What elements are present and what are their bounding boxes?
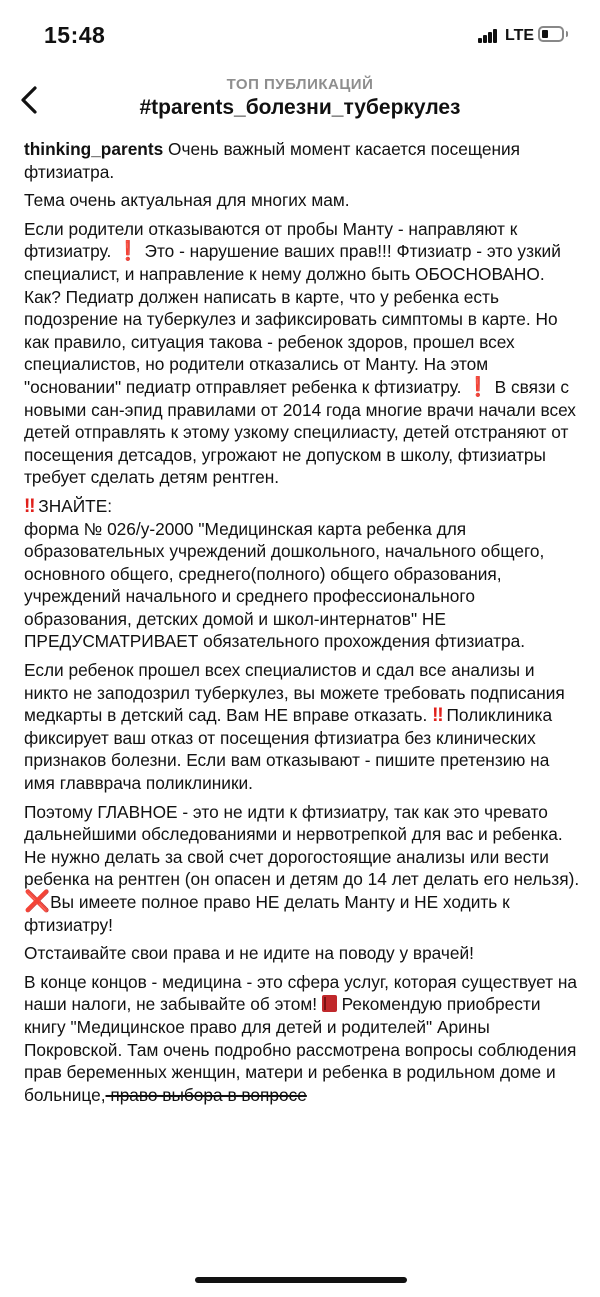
caption-paragraph: ‼ ЗНАЙТЕ: <box>24 495 113 517</box>
exclamation-icon: ❗ <box>116 241 140 263</box>
signal-icon <box>478 29 498 43</box>
status-bar <box>0 0 600 70</box>
caption-paragraph: Отстаивайте свои права и не идите на поводу у врачей! <box>24 943 474 964</box>
caption-paragraph: thinking_parents Очень важный момент касается посещения фтизиатра. <box>24 139 521 182</box>
caption-paragraph: форма № 026/у-2000 "Медицинская карта ребенка для образовательных учреждений дошкольного, начального общего, основного общего, среднего(полного) общего образования, учреждений начального и среднего профессионального образования, детских домой и школ-интернатов" НЕ ПРЕДУСМАТРИВАЕТ обязательного прохождения фтизиатра. <box>24 518 545 652</box>
double-exclamation-icon: ‼ <box>24 495 34 517</box>
caption-paragraph: В конце концов - медицина - это сфера услуг, которая существует на наши налоги, не забывайте об этом! Рекомендую приобрести книгу "Медицинское право для детей и родителей" Арины Покровской. Там очень подробно рассмотрена вопросы соблюдения прав беременных женщин, матери и ребенка в родильном доме и больнице, право выбора в вопросе <box>24 971 578 1105</box>
caption-paragraph: Если родители отказываются от пробы Манту - направляют к фтизиатру. ❗ Это - нарушение ваших прав!!! Фтизиатр - это узкий специалист, и направление к нему должно быть ОБОСНОВАНО. Как? Педиатр должен написать в карте, что у ребенка есть подозрение на туберкулез и зафиксировать симптомы в карте. Но как правило, ситуация такова - ребенок здоров, прошел всех специалистов, но родители отказались от Манту. На этом "основании" педиатр отправляет ребенка к фтизиатру. ❗ В связи с новыми сан-эпид правилами от 2014 года многие врачи начали всех детей отправлять к этому узкому специлиасту, детей отстраняют от посещения детсадов, угрожают не допуском в школу, фтизиатры требует сделать детям рентген. <box>24 218 576 488</box>
caption-paragraph: Поэтому ГЛАВНОЕ - это не идти к фтизиатру, так как это чревато дальнейшими обследованиями и нервотрепкой для вас и ребенка. Не нужно делать за свой счет дорогостоящие анализы или вести ребенка на рентген (он опасен и детям до 14 лет делать его нельзя). ❌Вы имеете полное право НЕ делать Манту и НЕ ходить к фтизиатру! <box>24 801 580 935</box>
status-time: 15:48 <box>44 22 106 48</box>
battery-icon <box>538 26 564 42</box>
header-title: #tparents_болезни_туберкулез <box>139 96 461 119</box>
header-subtitle: ТОП ПУБЛИКАЦИЙ <box>226 76 374 93</box>
double-exclamation-icon: ‼ <box>432 705 442 727</box>
caption-paragraph: Если ребенок прошел всех специалистов и сдал все анализы и никто не заподозрил туберкулез, вы можете требовать подписания медкарты в детский сад. Вам НЕ вправе отказать. ‼ Поликлиника фиксирует ваш отказ от посещения фтизиатра без клинических признаков болезни. Если вам отказывают - пишите претензию на имя главврача поликлиники. <box>24 660 565 794</box>
caption-paragraph: Тема очень актуальная для многих мам. <box>24 190 350 211</box>
book-icon <box>322 995 337 1012</box>
home-indicator[interactable] <box>195 1277 407 1283</box>
cross-icon: ❌ <box>24 890 51 913</box>
exclamation-icon: ❗ <box>466 376 490 398</box>
post-username[interactable]: thinking_parents <box>24 139 164 159</box>
post-caption <box>24 138 580 1112</box>
nav-header <box>0 70 600 132</box>
carrier-label: LTE <box>505 27 535 44</box>
battery-cap <box>566 31 568 37</box>
